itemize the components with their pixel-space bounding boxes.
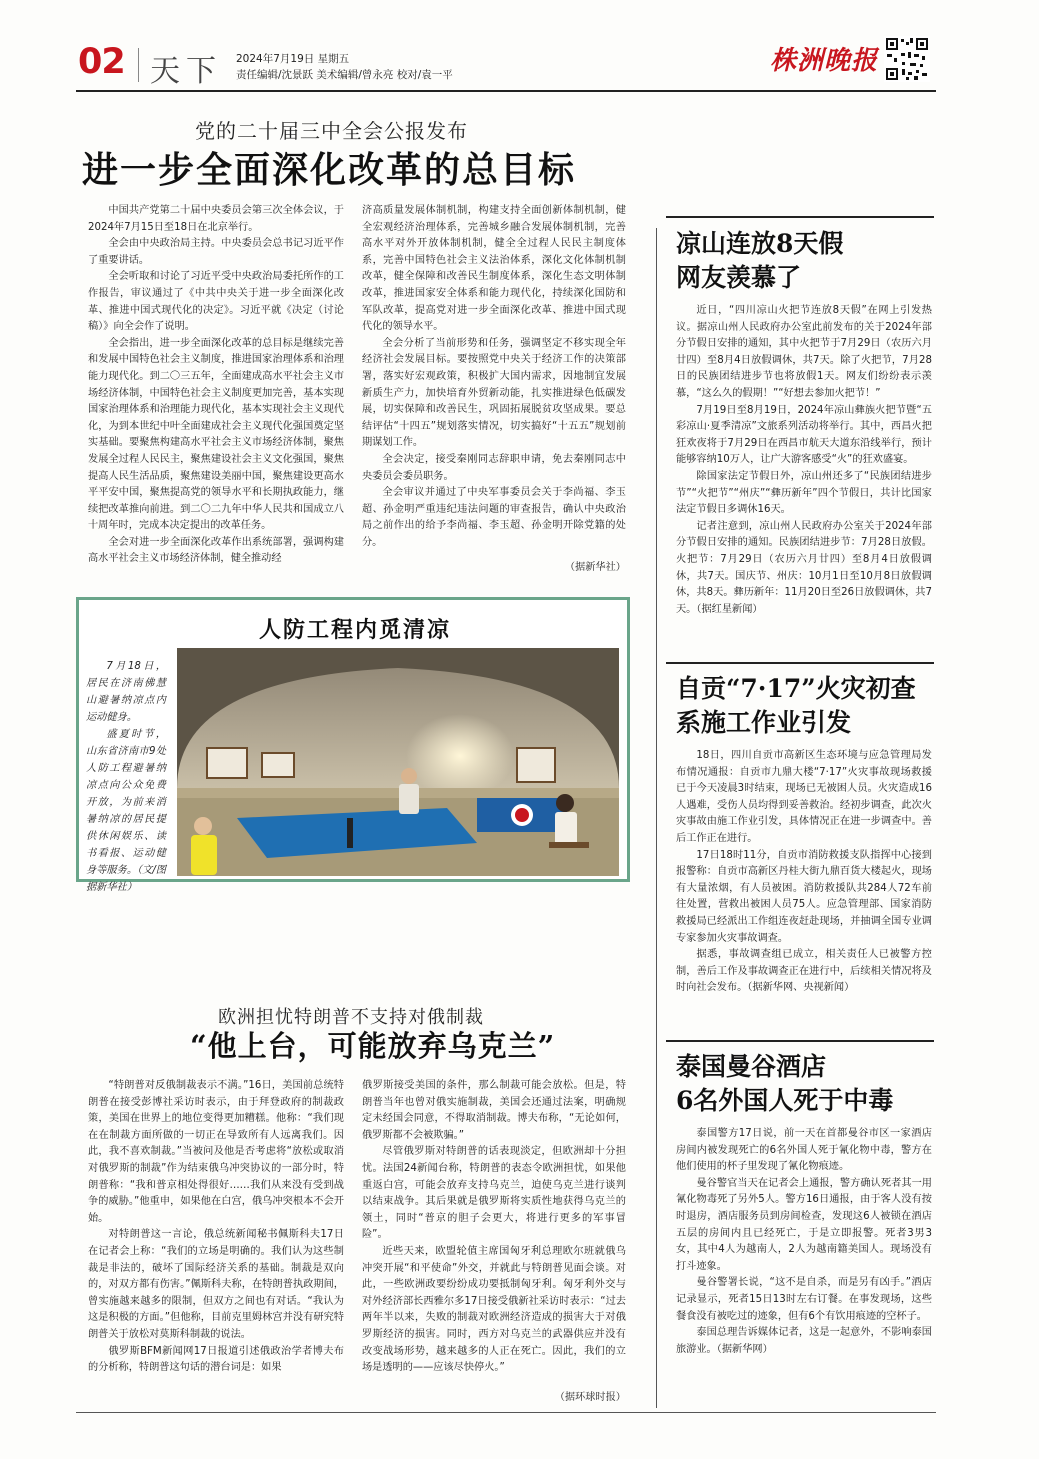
lead-column-1 xyxy=(88,203,344,568)
lead-credit: （据新华社） xyxy=(564,562,626,573)
side2-headline xyxy=(676,672,932,740)
section-name: 天下 xyxy=(150,54,222,89)
side3-headline-line: 泰国曼谷酒店 xyxy=(676,1052,827,1081)
side1-headline-line: 凉山连放8天假 xyxy=(676,229,844,258)
europe-headline: “他上台，可能放弃乌克兰” xyxy=(190,1029,556,1063)
side1-headline-line: 网友羡慕了 xyxy=(676,263,802,292)
footer-rule xyxy=(76,1412,936,1413)
photo-feature-headline: 人防工程内觅清凉 xyxy=(258,618,451,643)
lead-headline: 进一步全面深化改革的总目标 xyxy=(82,150,577,191)
lead-paragraph: 全会决定，接受秦刚同志辞职申请，免去秦刚同志中央委员会委员职务。 xyxy=(362,453,626,482)
lead-paragraph: 全会听取和讨论了习近平受中央政治局委托所作的工作报告，审议通过了《中共中央关于进一步全面深化改革、推进中国式现代化的决定》。习近平就《决定（讨论稿）》向全会作了说明。 xyxy=(88,271,344,333)
europe-kicker: 欧洲担忧特朗普不支持对俄制裁 xyxy=(218,1007,484,1028)
lead-paragraph: 济高质量发展体制机制，构建支持全面创新体制机制，健全宏观经济治理体系，完善城乡融合发展体制机制，完善高水平对外开放体制机制，健全全过程人民民主制度体系，完善中国特色社会主义法治体系，深化文化体制机制改革，健全保障和改善民生制度体系，深化生态文明体制改革，推进国家安全体系和能力现代化，持续深化国防和军队改革，提高党对进一步全面深化改革、推进中国式现代化的领导水平。 xyxy=(362,205,626,333)
side1-headline xyxy=(676,227,926,295)
side1-paragraph: 记者注意到，凉山州人民政府办公室关于2024年部分节假日安排的通知。民族团结进步节：7月28日放假。火把节：7月29日（农历六月廿四）至8月4日放假调休，共7天。国庆节、州庆：10月1日至10月8日放假调休，共8天。彝历新年：11月20日至26日放假调休，共7天。（据红星新闻） xyxy=(676,520,932,615)
lead-column-2 xyxy=(362,203,626,551)
side2-headline-line: 系施工作业引发 xyxy=(676,708,852,737)
lead-paragraph: 全会指出，进一步全面深化改革的总目标是继续完善和发展中国特色社会主义制度，推进国家治理体系和治理能力现代化。到二〇三五年，全面建成高水平社会主义市场经济体制，中国特色社会主义制度更加完善，基本实现国家治理体系和治理能力现代化，基本实现社会主义现代化，为到本世纪中叶全面建成社会主义现代化强国奠定坚实基础。要聚焦构建高水平社会主义市场经济体制，聚焦发展全过程人民民主，聚焦建设社会主义文化强国，聚焦提高人民生活品质，聚焦建设美丽中国，聚焦建设更高水平平安中国，聚焦提高党的领导水平和长期执政能力，继续把改革推向前进。到二〇二九年中华人民共和国成立八十周年时，完成本决定提出的改革任务。 xyxy=(88,337,344,532)
column-divider xyxy=(656,228,657,1408)
sidebar-rule xyxy=(666,1040,934,1042)
side3-paragraph: 曼谷警官当天在记者会上通报，警方确认死者其一用氰化物毒死了另外5人。警方16日通报，由于客人没有按时退房，酒店服务员到房间检查，发现这6人被锁在酒店五层的房间内且已经死亡，于是立即报警。死者3男3女，其中4人为越南人，2人为越南籍美国人。现场没有打斗迹象。 xyxy=(676,1177,932,1272)
photo-caption-para: 7月18日，居民在济南佛慧山避暑纳凉点内运动健身。 xyxy=(86,661,166,723)
photo-caption-para: 盛夏时节，山东省济南市9处人防工程避暑纳凉点向公众免费开放，为前来消暑纳凉的居民提供休闲娱乐、读书看报、运动健身等服务。（文/图据新华社） xyxy=(86,729,166,893)
side2-paragraph: 18日，四川自贡市高新区生态环境与应急管理局发布情况通报：自贡市九鼎大楼“7·17”火灾事故现场救援已于今天凌晨3时结束，现场已无被困人员。火灾造成16人遇难，受伤人员均得到妥善救治。经初步调查，此次火灾事故由施工作业引发，具体情况正在进一步调查中。善后工作正在进行。 xyxy=(676,750,932,844)
date-line: 2024年7月19日 星期五 xyxy=(236,53,350,65)
europe-paragraph: 俄罗斯接受美国的条件，那么制裁可能会放松。但是，特朗普当年也曾对俄实施制裁，美国会还通过法案，明确规定未经国会同意，不得取消制裁。博夫布称，“无论如何，俄罗斯都不会被欺骗。” xyxy=(362,1080,626,1141)
lead-paragraph: 全会审议并通过了中央军事委员会关于李尚福、李玉超、孙金明严重违纪违法问题的审查报告，确认中央政治局之前作出的给予李尚福、李玉超、孙金明开除党籍的处分。 xyxy=(362,487,626,548)
europe-paragraph: 尽管俄罗斯对特朗普的话表现淡定，但欧洲却十分担忧。法国24新闻台称，特朗普的表态令欧洲担忧，如果他重返白宫，可能会放弃支持乌克兰，迫使乌克兰进行谈判以结束战争。其后果就是俄罗斯将实质性地获得乌克兰的领土，同时“普京的胆子会更大，将进行更多的军事冒险”。 xyxy=(362,1146,626,1241)
side3-headline xyxy=(676,1050,932,1118)
page-number: 02 xyxy=(78,42,125,82)
side3-body xyxy=(676,1126,932,1358)
side1-paragraph: 7月19日至8月19日，2024年凉山彝族火把节暨“五彩凉山·夏季清凉”文旅系列活动将举行。其中，西昌火把狂欢夜将于7月29日在西昌市航天大道东沿线举行，预计能够容纳10万人，让广大游客感受“火”的狂欢盛宴。 xyxy=(676,404,932,466)
europe-paragraph: 近些天来，欧盟轮值主席国匈牙利总理欧尔班就俄乌冲突开展“和平使命”外交，并就此与特朗普见面会谈。对此，一些欧洲政要纷纷成功要抵制匈牙利。匈牙利外交与对外经济部长西雅尔多17日接受俄新社采访时表示：“过去两年半以来，失败的制裁对欧洲经济造成的损害大于对俄罗斯经济的损害。同时，西方对乌克兰的武器供应并没有改变战场形势，越来越多的人正在死亡。因此，我们的立场是透明的——应该尽快停火。” xyxy=(362,1245,626,1374)
masthead-rule xyxy=(76,90,936,92)
lead-paragraph: 全会分析了当前形势和任务，强调坚定不移实现全年经济社会发展目标。要按照党中央关于经济工作的决策部署，落实好宏观政策，积极扩大国内需求，因地制宜发展新质生产力，加快培育外贸新动能，扎实推进绿色低碳发展，切实保障和改善民生，巩固拓展脱贫攻坚成果。要总结评估“十四五”规划落实情况，切实搞好“十五五”规划前期谋划工作。 xyxy=(362,337,626,449)
side1-body xyxy=(676,303,932,618)
lead-paragraph: 全会对进一步全面深化改革作出系统部署，强调构建高水平社会主义市场经济体制，健全推动经 xyxy=(88,536,344,565)
side3-paragraph: 泰国警方17日说，前一天在首都曼谷市区一家酒店房间内被发现死亡的6名外国人死于氰化物中毒，警方在他们使用的杯子里发现了氰化物痕迹。 xyxy=(676,1128,932,1173)
sidebar-rule xyxy=(666,662,934,664)
sidebar-rule xyxy=(666,216,934,218)
side2-paragraph: 17日18时11分，自贡市消防救援支队指挥中心接到报警称：自贡市高新区丹桂大街九鼎百货大楼起火，现场有大量浓烟，有人员被困。消防救援队共284人72车前往处置，营救出被困人员75人。应急管理部、国家消防救援局已经派出工作组连夜赶赴现场，并抽调全国专业调专家参加火灾事故调查。 xyxy=(676,849,932,944)
side1-paragraph: 近日，“四川凉山火把节连放8天假”在网上引发热议。据凉山州人民政府办公室此前发布的关于2024年部分节假日安排的通知，其中火把节于7月29日（农历六月廿四）至8月4日放假调休，共7天。除了火把节，7月28日的民族团结进步节也将放假1天。网友们纷纷表示羡慕，“这么久的假期！”“好想去参加火把节！” xyxy=(676,305,932,399)
side2-headline-line: 自贡“7·17”火灾初查 xyxy=(676,674,916,703)
side3-headline-line: 6名外国人死于中毒 xyxy=(676,1086,894,1115)
paper-logo: 株洲晚报 xyxy=(770,46,879,76)
europe-credit: （据环球时报） xyxy=(554,1392,626,1403)
lead-paragraph: 中国共产党第二十届中央委员会第三次全体会议，于2024年7月15日至18日在北京举行。 xyxy=(88,205,344,233)
europe-column-2 xyxy=(362,1078,626,1377)
europe-column-1 xyxy=(88,1078,344,1377)
photo-caption xyxy=(86,658,166,896)
side3-paragraph: 泰国总理告诉媒体记者，这是一起意外，不影响泰国旅游业。（据新华网） xyxy=(676,1327,932,1355)
side1-paragraph: 除国家法定节假日外，凉山州还多了“民族团结进步节”“火把节”“州庆”“彝历新年”四个节假日，共计比国家法定节假日多调休16天。 xyxy=(676,470,932,516)
masthead-divider xyxy=(138,48,139,82)
lead-kicker: 党的二十届三中全会公报发布 xyxy=(195,119,468,143)
side2-paragraph: 据悉，事故调查组已成立，相关责任人已被警方控制，善后工作及事故调查正在进行中，后续相关情况将及时向社会发布。（据新华网、央视新闻） xyxy=(676,949,932,994)
side2-body xyxy=(676,748,932,997)
europe-paragraph: “特朗普对反俄制裁表示不满。”16日，美国前总统特朗普在接受彭博社采访时表示，由于拜登政府的制裁政策，美国在世界上的地位变得更加糟糕。他称：“我们现在在制裁方面所做的一切正在导致所有人远离我们。因此，我不喜欢制裁。”当被问及他是否考虑将“放松或取消对俄罗斯的制裁”作为结束俄乌冲突协议的一部分时，特朗普称：“我和普京相处得很好……我们从来没有受到战争的威胁。”他重申，如果他在白宫，俄乌冲突根本不会开始。 xyxy=(88,1080,344,1224)
europe-paragraph: 俄罗斯BFM新闻网17日报道引述俄政治学者博夫布的分析称，特朗普这句话的潜台词是：如果 xyxy=(88,1345,344,1374)
lead-paragraph: 全会由中央政治局主持。中央委员会总书记习近平作了重要讲话。 xyxy=(88,238,344,266)
editors-line: 责任编辑/沈景跃 美术编辑/曾永亮 校对/袁一平 xyxy=(236,69,453,81)
europe-paragraph: 对特朗普这一言论，俄总统新闻秘书佩斯科夫17日在记者会上称：“我们的立场是明确的。我们认为这些制裁是非法的，破坏了国际经济关系的基础。制裁是双向的，对双方都有伤害。”佩斯科夫称，在特朗普执政期间，曾实施越来越多的限制，但双方之间也有对话。“我认为这是积极的方面。”但他称，目前克里姆林宫并没有研究特朗普关于放松对莫斯科制裁的说法。 xyxy=(88,1229,344,1340)
qr-code-icon xyxy=(884,36,930,82)
bunker-photo xyxy=(177,648,619,876)
side3-paragraph: 曼谷警署长说，“这不是自杀，而是另有凶手。”酒店记录显示，死者15日13时左右订餐。在事发现场，这些餐食没有被吃过的迹象，但有6个有饮用痕迹的空杯子。 xyxy=(676,1277,932,1322)
